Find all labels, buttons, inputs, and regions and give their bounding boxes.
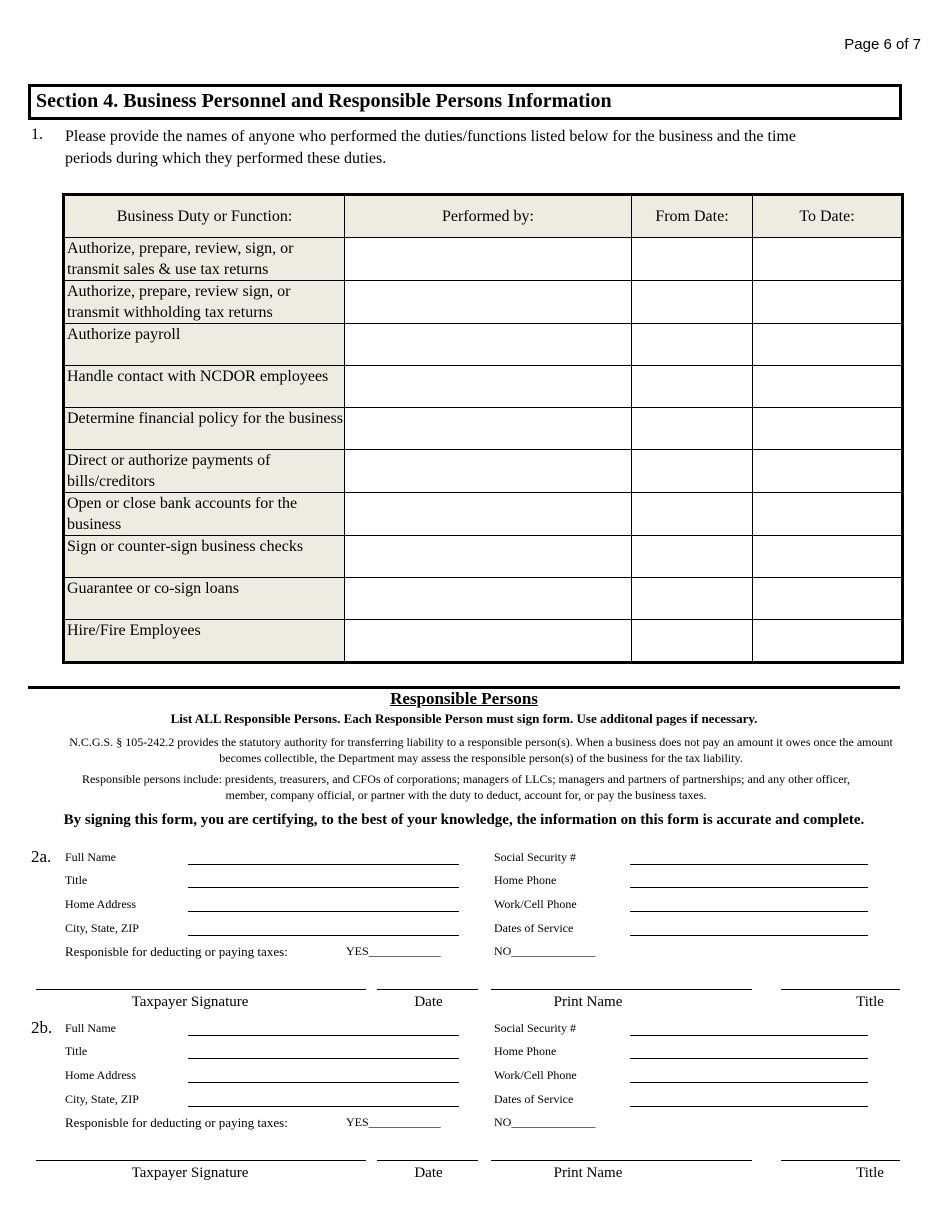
- table-header-row: [64, 195, 903, 238]
- to-date-cell[interactable]: [753, 238, 903, 281]
- responsible-taxes-label: Responisble for deducting or paying taxes:: [65, 944, 288, 959]
- ssn-field[interactable]: [630, 1035, 868, 1036]
- date-line[interactable]: [377, 989, 478, 990]
- title-label: Title: [65, 1044, 88, 1058]
- dates-of-service-label: Dates of Service: [494, 1092, 574, 1106]
- duty-cell: Determine financial policy for the business: [64, 408, 345, 450]
- table-row: [64, 493, 903, 536]
- title-line[interactable]: [781, 989, 900, 990]
- table-row: [64, 238, 903, 281]
- title-field[interactable]: [188, 887, 459, 888]
- header-duty: Business Duty or Function:: [64, 195, 345, 238]
- from-date-cell[interactable]: [632, 324, 753, 366]
- from-date-cell[interactable]: [632, 408, 753, 450]
- from-date-cell[interactable]: [632, 536, 753, 578]
- performed-by-cell[interactable]: [345, 366, 632, 408]
- city-state-zip-label: City, State, ZIP: [65, 1092, 139, 1106]
- performed-by-cell[interactable]: [345, 536, 632, 578]
- city-state-zip-field[interactable]: [188, 935, 459, 936]
- home-address-field[interactable]: [188, 911, 459, 912]
- ssn-field[interactable]: [630, 864, 868, 865]
- date-line[interactable]: [377, 1160, 478, 1161]
- from-date-cell[interactable]: [632, 238, 753, 281]
- from-date-cell[interactable]: [632, 450, 753, 493]
- dates-of-service-label: Dates of Service: [494, 921, 574, 935]
- table-row: [64, 408, 903, 450]
- performed-by-cell[interactable]: [345, 324, 632, 366]
- to-date-cell[interactable]: [753, 324, 903, 366]
- header-performed-by: Performed by:: [345, 195, 632, 238]
- full-name-label: Full Name: [65, 1021, 116, 1035]
- title-label: Title: [65, 873, 88, 887]
- print-name-line[interactable]: [491, 989, 752, 990]
- question-number: 1.: [31, 126, 43, 143]
- full-name-label: Full Name: [65, 850, 116, 864]
- signature-line[interactable]: [36, 989, 366, 990]
- ssn-label: Social Security #: [494, 1021, 576, 1035]
- dates-of-service-field[interactable]: [630, 935, 868, 936]
- from-date-cell[interactable]: [632, 493, 753, 536]
- performed-by-cell[interactable]: [345, 578, 632, 620]
- to-date-cell[interactable]: [753, 536, 903, 578]
- person-number: 2b.: [31, 1018, 53, 1037]
- page-number: Page 6 of 7: [844, 36, 921, 53]
- full-name-field[interactable]: [188, 1035, 459, 1036]
- home-address-field[interactable]: [188, 1082, 459, 1083]
- home-phone-field[interactable]: [630, 1058, 868, 1059]
- to-date-cell[interactable]: [753, 450, 903, 493]
- duty-cell: Authorize, prepare, review, sign, or transmit sales & use tax returns: [64, 238, 345, 281]
- to-date-cell[interactable]: [753, 620, 903, 663]
- work-phone-label: Work/Cell Phone: [494, 1068, 577, 1082]
- to-date-cell[interactable]: [753, 408, 903, 450]
- performed-by-cell[interactable]: [345, 620, 632, 663]
- responsible-taxes-label: Responisble for deducting or paying taxes:: [65, 1115, 288, 1130]
- responsible-definition-paragraph: Responsible persons include: presidents, treasurers, and CFOs of corporations; managers of LLCs; managers and partners of partnerships; and any other officer, member, company official, or partner with the duty to deduct, account for, or pay the business taxes.: [81, 772, 851, 802]
- duty-cell: Hire/Fire Employees: [64, 620, 345, 663]
- performed-by-cell[interactable]: [345, 281, 632, 324]
- to-date-cell[interactable]: [753, 493, 903, 536]
- header-to-date: To Date:: [753, 195, 903, 238]
- to-date-cell[interactable]: [753, 281, 903, 324]
- header-from-date: From Date:: [632, 195, 753, 238]
- taxpayer-signature-label: Taxpayer Signature: [131, 1165, 249, 1181]
- dates-of-service-field[interactable]: [630, 1106, 868, 1107]
- home-phone-field[interactable]: [630, 887, 868, 888]
- responsible-persons-title: Responsible Persons: [390, 689, 538, 708]
- duties-table: [62, 193, 904, 664]
- print-name-label: Print Name: [553, 994, 623, 1010]
- to-date-cell[interactable]: [753, 366, 903, 408]
- from-date-cell[interactable]: [632, 281, 753, 324]
- home-address-label: Home Address: [65, 897, 136, 911]
- table-row: [64, 281, 903, 324]
- table-row: [64, 366, 903, 408]
- work-phone-field[interactable]: [630, 911, 868, 912]
- from-date-cell[interactable]: [632, 578, 753, 620]
- date-label: Date: [414, 994, 443, 1010]
- signature-line[interactable]: [36, 1160, 366, 1161]
- section-header: [28, 84, 902, 120]
- performed-by-cell[interactable]: [345, 408, 632, 450]
- section-title: Section 4. Business Personnel and Responsible Persons Information: [36, 90, 612, 112]
- home-phone-label: Home Phone: [494, 873, 557, 887]
- from-date-cell[interactable]: [632, 620, 753, 663]
- table-row: [64, 324, 903, 366]
- full-name-field[interactable]: [188, 864, 459, 865]
- person-number: 2a.: [31, 847, 52, 866]
- work-phone-field[interactable]: [630, 1082, 868, 1083]
- no-option[interactable]: NO______________: [494, 1115, 596, 1129]
- signature-title-label: Title: [856, 994, 884, 1010]
- from-date-cell[interactable]: [632, 366, 753, 408]
- person-block-2b: [0, 1017, 950, 1187]
- duty-cell: Guarantee or co-sign loans: [64, 578, 345, 620]
- taxpayer-signature-label: Taxpayer Signature: [131, 994, 249, 1010]
- to-date-cell[interactable]: [753, 578, 903, 620]
- duty-cell: Direct or authorize payments of bills/creditors: [64, 450, 345, 493]
- duty-cell: Handle contact with NCDOR employees: [64, 366, 345, 408]
- print-name-label: Print Name: [553, 1165, 623, 1181]
- yes-option[interactable]: YES____________: [346, 1115, 441, 1129]
- duty-cell: Sign or counter-sign business checks: [64, 536, 345, 578]
- certification-statement: By signing this form, you are certifying, to the best of your knowledge, the information on this form is accurate and complete.: [63, 812, 865, 828]
- title-field[interactable]: [188, 1058, 459, 1059]
- responsible-persons-subtitle: List ALL Responsible Persons. Each Responsible Person must sign form. Use additonal pages if necessary.: [170, 711, 758, 726]
- performed-by-cell[interactable]: [345, 450, 632, 493]
- date-label: Date: [414, 1165, 443, 1181]
- title-line[interactable]: [781, 1160, 900, 1161]
- duty-cell: Open or close bank accounts for the business: [64, 493, 345, 536]
- table-row: [64, 620, 903, 663]
- person-block-2a: [0, 846, 950, 1016]
- no-option[interactable]: NO______________: [494, 944, 596, 958]
- work-phone-label: Work/Cell Phone: [494, 897, 577, 911]
- home-address-label: Home Address: [65, 1068, 136, 1082]
- performed-by-cell[interactable]: [345, 238, 632, 281]
- home-phone-label: Home Phone: [494, 1044, 557, 1058]
- city-state-zip-label: City, State, ZIP: [65, 921, 139, 935]
- duty-cell: Authorize payroll: [64, 324, 345, 366]
- question-text: Please provide the names of anyone who performed the duties/functions listed below for the business and the time periods during which they performed these duties.: [65, 128, 796, 167]
- performed-by-cell[interactable]: [345, 493, 632, 536]
- city-state-zip-field[interactable]: [188, 1106, 459, 1107]
- ssn-label: Social Security #: [494, 850, 576, 864]
- table-row: [64, 578, 903, 620]
- duty-cell: Authorize, prepare, review sign, or transmit withholding tax returns: [64, 281, 345, 324]
- signature-title-label: Title: [856, 1165, 884, 1181]
- statute-paragraph: N.C.G.S. § 105-242.2 provides the statutory authority for transferring liability to a responsible person(s). When a business does not pay an amount it owes once the amount becomes collectible, the Department may assess the responsible person(s) of the business for the tax liability.: [69, 735, 893, 765]
- print-name-line[interactable]: [491, 1160, 752, 1161]
- table-row: [64, 536, 903, 578]
- table-row: [64, 450, 903, 493]
- yes-option[interactable]: YES____________: [346, 944, 441, 958]
